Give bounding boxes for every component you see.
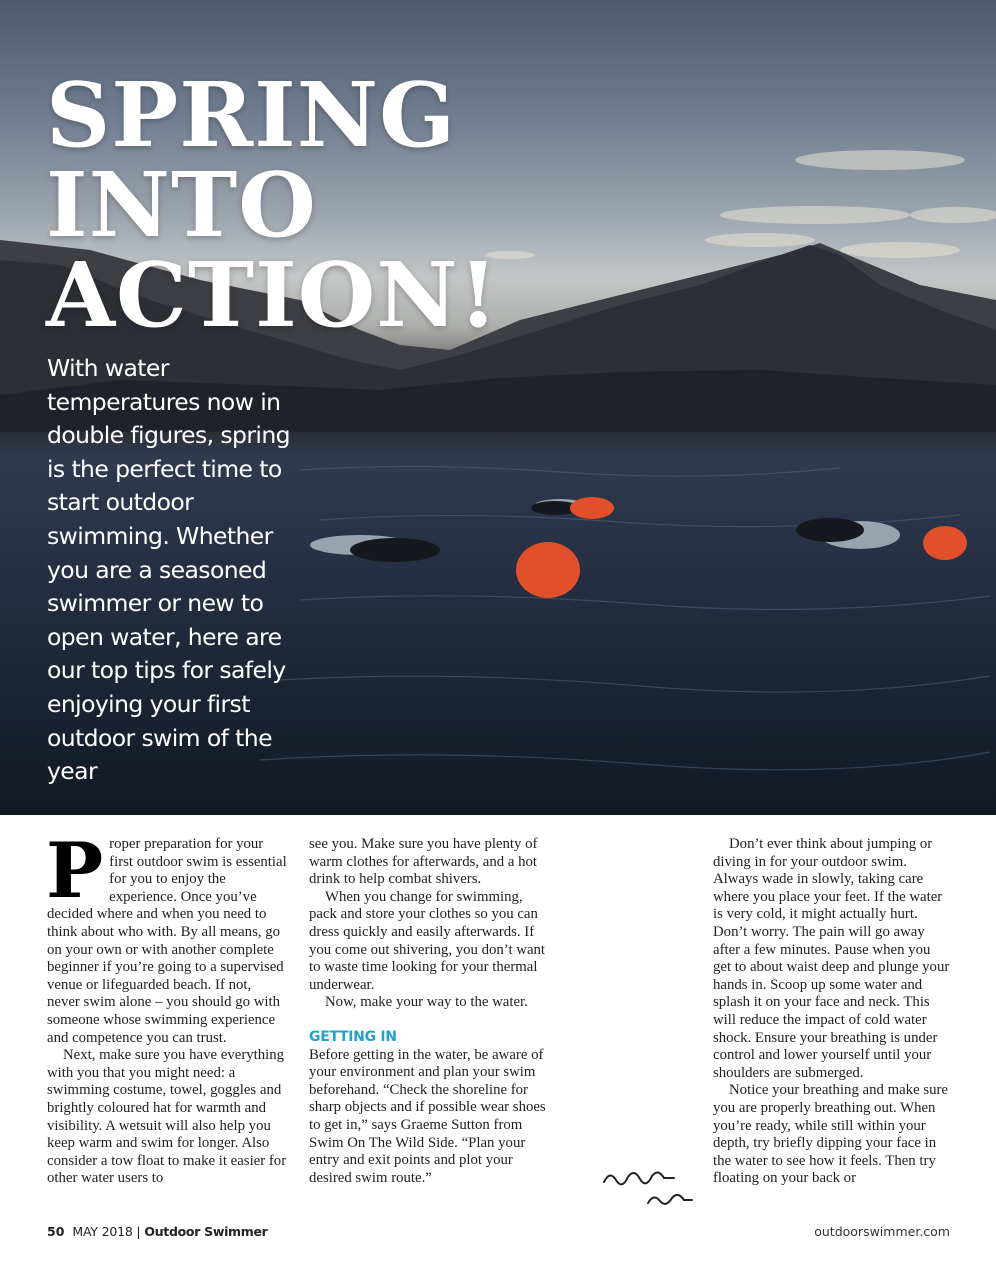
- paragraph-text: roper preparation for your first outdoor swim is essential for you to enjoy the experience. Once you’ve decided where and when you need to think about who with. By all means, go on your own or with another complete beginner if you’re going to a supervised venue or lifeguarded beach. If not, never swim alone – you should go with someone whose swimming experience and competence you can trust.: [47, 836, 287, 1046]
- paragraph: Next, make sure you have everything with you that you might need: a swimming costume, towel, goggles and brightly coloured hat for warmth and visibility. A wetsuit will also help you keep warm and swim for longer. Also consider a tow float to make it easier for other water users to: [47, 1047, 287, 1187]
- standfirst: With water temperatures now in double figures, spring is the perfect time to start outdoor swimming. Whether you are a seasoned swimmer or new to open water, here are our top tips for safely enjoying your first outdoor swim of the year: [47, 354, 290, 786]
- article-column-1: [46, 826, 287, 1188]
- article-column-3: [713, 836, 951, 1188]
- subhead-getting-in: GETTING IN: [309, 1028, 397, 1045]
- headline-line-3: ACTION!: [46, 242, 499, 347]
- paragraph: see you. Make sure you have plenty of warm clothes for afterwards, and a hot drink to help combat shivers.: [309, 836, 538, 888]
- headline-line-2: INTO: [46, 152, 317, 257]
- paragraph: Notice your breathing and make sure you are properly breathing out. When you’re ready, while still within your depth, try briefly dipping your face in the water to see how it feels. Then try floating on your back or: [713, 1082, 948, 1187]
- page-footer: [47, 1224, 950, 1244]
- paragraph: [46, 826, 287, 1047]
- waves-icon: [600, 1165, 695, 1210]
- paragraph: When you change for swimming, pack and store your clothes so you can dress quickly and easily afterwards. If you come out shivering, you don’t want to waste time looking for your thermal underwear.: [309, 888, 546, 993]
- headline-line-1: SPRING: [46, 62, 457, 167]
- magazine-name: Outdoor Swimmer: [144, 1224, 268, 1239]
- paragraph: Now, make your way to the water.: [325, 994, 528, 1011]
- issue-date: MAY 2018 |: [72, 1224, 141, 1239]
- paragraph: Before getting in the water, be aware of your environment and plan your swim beforehand. “Check the shoreline for sharp objects and if possible wear shoes to get in,” says Graeme Sutton from Swim On The Wild Side. “Plan your entry and exit points and plot your desired swim route.”: [309, 1046, 546, 1186]
- headline: [46, 62, 499, 347]
- website-url: outdoorswimmer.com: [814, 1224, 950, 1239]
- page-number: 50: [47, 1224, 65, 1239]
- footer-folio: [47, 1224, 268, 1239]
- article-column-2: [309, 836, 549, 1187]
- drop-cap: P: [46, 826, 104, 915]
- paragraph: Don’t ever think about jumping or diving in for your outdoor swim. Always wade in slowly, taking care where you place your feet. If the water is very cold, it might actually hurt. Don’t worry. The pain will go away after a few minutes. Pause when you get to about waist deep and plunge your hands in. Scoop up some water and splash it on your face and neck. This will reduce the impact of cold water shock. Ensure your breathing is under control and lower yourself until your shoulders are submerged.: [713, 836, 950, 1081]
